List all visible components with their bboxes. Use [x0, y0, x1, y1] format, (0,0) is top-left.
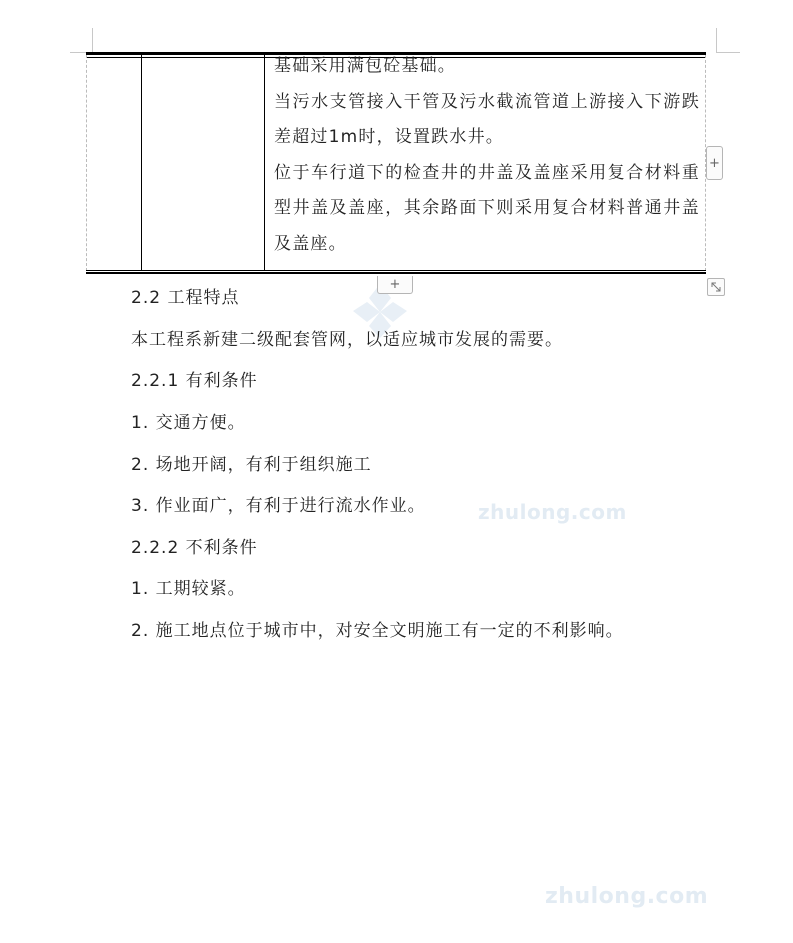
table-column-divider: [141, 55, 142, 271]
add-column-button[interactable]: +: [706, 146, 723, 180]
document-table: [86, 52, 706, 274]
crop-mark-top-right: [716, 52, 740, 53]
unfavorable-conditions-heading: 2.2.2 不利条件: [131, 538, 258, 558]
section-intro-paragraph: 本工程系新建二级配套管网，以适应城市发展的需要。: [131, 330, 563, 350]
favorable-conditions-heading: 2.2.1 有利条件: [131, 371, 258, 391]
list-item: 3. 作业面广，有利于进行流水作业。: [131, 496, 426, 516]
table-bottom-border-inner: [86, 270, 706, 271]
table-resize-handle[interactable]: [707, 278, 725, 296]
crop-mark-top-right: [716, 28, 717, 52]
table-bottom-border: [86, 272, 706, 274]
add-row-button[interactable]: +: [377, 276, 413, 294]
table-cell-paragraph: 位于车行道下的检查井的井盖及盖座采用复合材料重型井盖及盖座，其余路面下则采用复合材料普通井盖及盖座。: [274, 162, 700, 254]
table-cell-description[interactable]: [274, 52, 700, 262]
list-item: 1. 交通方便。: [131, 413, 246, 433]
watermark-text: zhulong.com: [478, 500, 627, 524]
table-column-divider: [264, 55, 265, 271]
table-left-border: [86, 55, 88, 271]
list-item: 2. 场地开阔，有利于组织施工: [131, 455, 372, 475]
section-heading: 2.2 工程特点: [131, 288, 240, 308]
watermark-text: zhulong.com: [545, 884, 709, 909]
crop-mark-top-left: [92, 28, 93, 52]
resize-diagonal-icon: [708, 279, 724, 295]
list-item: 1. 工期较紧。: [131, 579, 246, 599]
list-item: 2. 施工地点位于城市中，对安全文明施工有一定的不利影响。: [131, 621, 624, 641]
table-cell-paragraph: 当污水支管接入干管及污水截流管道上游接入下游跌差超过1m时，设置跌水井。: [274, 91, 700, 147]
table-cell-paragraph: 基础采用满包砼基础。: [274, 56, 456, 76]
